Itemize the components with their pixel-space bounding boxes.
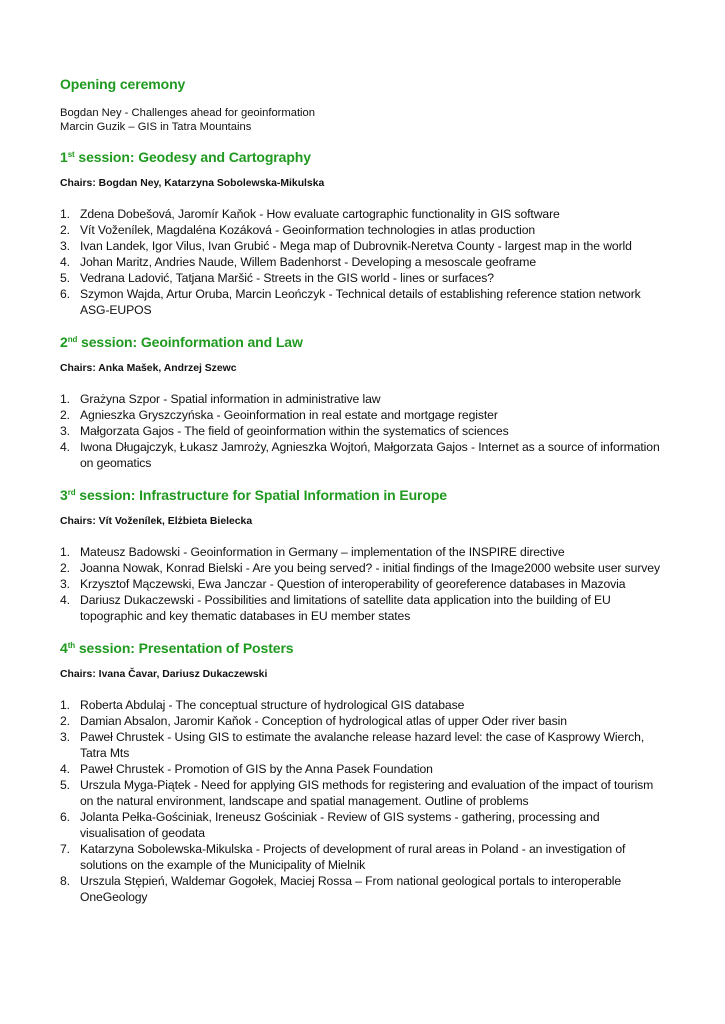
- talk-item: [60, 423, 665, 439]
- talk-item: [60, 254, 665, 270]
- talk-item: [60, 238, 665, 254]
- session-title-text: session: Infrastructure for Spatial Information in Europe: [75, 487, 447, 503]
- talk-item: [60, 777, 665, 809]
- talk-item: [60, 270, 665, 286]
- talk-text: Paweł Chrustek - Promotion of GIS by the Anna Pasek Foundation: [80, 762, 433, 776]
- session-chairs: Chairs: Bogdan Ney, Katarzyna Sobolewska-Mikulska: [60, 178, 325, 189]
- opening-line: Bogdan Ney - Challenges ahead for geoinformation: [60, 107, 315, 119]
- talk-text: Jolanta Pełka-Gościniak, Ireneusz Gościniak - Review of GIS systems - gathering, processing and visualisation of geodata: [80, 810, 600, 840]
- talk-item: [60, 439, 665, 471]
- talk-item: [60, 576, 665, 592]
- talk-item: [60, 286, 665, 318]
- session-ordinal-suffix: th: [67, 641, 76, 650]
- talk-list: [60, 544, 665, 624]
- talk-item: [60, 713, 665, 729]
- talk-number: 2.: [60, 714, 70, 728]
- talk-number: 3.: [60, 577, 70, 591]
- session-title: [60, 149, 665, 165]
- session-ordinal-suffix: rd: [67, 488, 76, 497]
- talk-item: [60, 391, 665, 407]
- talk-text: Urszula Stępień, Waldemar Gogołek, Maciej Rossa – From national geological portals to interoperable OneGeology: [80, 874, 622, 904]
- talk-number: 4.: [60, 255, 70, 269]
- session-number: 4: [60, 640, 68, 656]
- opening-line: Marcin Guzik – GIS in Tatra Mountains: [60, 121, 252, 133]
- talk-text: Szymon Wajda, Artur Oruba, Marcin Leończyk - Technical details of establishing reference station network ASG-EUPOS: [80, 287, 641, 317]
- talk-text: Johan Maritz, Andries Naude, Willem Badenhorst - Developing a mesoscale geoframe: [80, 255, 537, 269]
- sessions-container: [60, 149, 665, 905]
- talk-number: 3.: [60, 239, 70, 253]
- talk-text: Vedrana Ladović, Tatjana Maršić - Streets in the GIS world - lines or surfaces?: [80, 271, 494, 285]
- talk-item: [60, 222, 665, 238]
- talk-text: Katarzyna Sobolewska-Mikulska - Projects of development of rural areas in Poland - an investigation of solutions on the example of the Municipality of Mielnik: [80, 842, 626, 872]
- talk-number: 6.: [60, 810, 70, 824]
- talk-number: 1.: [60, 698, 70, 712]
- talk-text: Paweł Chrustek - Using GIS to estimate the avalanche release hazard level: the case of Kasprowy Wierch, Tatra Mts: [80, 730, 645, 760]
- session-title-text: session: Geoinformation and Law: [77, 334, 303, 350]
- talk-item: [60, 809, 665, 841]
- session-section: [60, 149, 665, 318]
- talk-text: Urszula Myga-Piątek - Need for applying GIS methods for registering and evaluation of the impact of tourism on the natural environment, landscape and spatial management. Outline of problems: [80, 778, 654, 808]
- session-title: [60, 334, 665, 350]
- session-title: [60, 487, 665, 503]
- session-number: 3: [60, 487, 68, 503]
- talk-number: 2.: [60, 561, 70, 575]
- session-chairs: Chairs: Vít Voženílek, Elżbieta Bielecka: [60, 516, 253, 527]
- talk-number: 4.: [60, 762, 70, 776]
- talk-number: 6.: [60, 287, 70, 301]
- talk-item: [60, 873, 665, 905]
- talk-item: [60, 206, 665, 222]
- talk-number: 5.: [60, 271, 70, 285]
- talk-number: 1.: [60, 392, 70, 406]
- talk-item: [60, 544, 665, 560]
- talk-text: Ivan Landek, Igor Vilus, Ivan Grubić - Mega map of Dubrovnik-Neretva County - largest map in the world: [80, 239, 632, 253]
- talk-text: Iwona Długajczyk, Łukasz Jamroży, Agnieszka Wojtoń, Małgorzata Gajos - Internet as a source of information on geomatics: [80, 440, 660, 470]
- talk-text: Vít Voženílek, Magdaléna Kozáková - Geoinformation technologies in atlas production: [80, 223, 536, 237]
- talk-text: Roberta Abdulaj - The conceptual structure of hydrological GIS database: [80, 698, 465, 712]
- talk-item: [60, 761, 665, 777]
- talk-text: Mateusz Badowski - Geoinformation in Germany – implementation of the INSPIRE directive: [80, 545, 565, 559]
- talk-number: 2.: [60, 408, 70, 422]
- opening-lines: [60, 106, 665, 134]
- session-title-text: session: Presentation of Posters: [75, 640, 294, 656]
- talk-number: 7.: [60, 842, 70, 856]
- talk-list: [60, 697, 665, 905]
- talk-text: Agnieszka Gryszczyńska - Geoinformation in real estate and mortgage register: [80, 408, 498, 422]
- talk-text: Dariusz Dukaczewski - Possibilities and limitations of satellite data application into the building of EU topographic and key thematic databases in EU member states: [80, 593, 611, 623]
- talk-number: 3.: [60, 730, 70, 744]
- session-number: 2: [60, 334, 68, 350]
- talk-text: Zdena Dobešová, Jaromír Kaňok - How evaluate cartographic functionality in GIS software: [80, 207, 560, 221]
- session-number: 1: [60, 149, 68, 165]
- talk-number: 4.: [60, 440, 70, 454]
- talk-text: Krzysztof Mączewski, Ewa Janczar - Question of interoperability of georeference databases in Mazovia: [80, 577, 626, 591]
- talk-item: [60, 841, 665, 873]
- session-chairs: Chairs: Ivana Čavar, Dariusz Dukaczewski: [60, 669, 268, 680]
- talk-number: 1.: [60, 545, 70, 559]
- session-section: [60, 640, 665, 905]
- opening-title: Opening ceremony: [60, 76, 186, 92]
- opening-section: [60, 76, 665, 134]
- session-section: [60, 487, 665, 624]
- session-ordinal-suffix: st: [67, 150, 75, 159]
- talk-item: [60, 729, 665, 761]
- talk-item: [60, 407, 665, 423]
- talk-item: [60, 560, 665, 576]
- talk-item: [60, 592, 665, 624]
- session-section: [60, 334, 665, 471]
- talk-item: [60, 697, 665, 713]
- talk-text: Damian Absalon, Jaromir Kaňok - Conception of hydrological atlas of upper Oder river basin: [80, 714, 567, 728]
- session-title: [60, 640, 665, 656]
- session-ordinal-suffix: nd: [67, 335, 78, 344]
- talk-number: 4.: [60, 593, 70, 607]
- talk-list: [60, 391, 665, 471]
- talk-number: 5.: [60, 778, 70, 792]
- talk-text: Grażyna Szpor - Spatial information in administrative law: [80, 392, 381, 406]
- talk-text: Małgorzata Gajos - The field of geoinformation within the systematics of sciences: [80, 424, 509, 438]
- session-chairs: Chairs: Anka Mašek, Andrzej Szewc: [60, 363, 237, 374]
- session-title-text: session: Geodesy and Cartography: [74, 149, 311, 165]
- talk-number: 2.: [60, 223, 70, 237]
- talk-number: 3.: [60, 424, 70, 438]
- talk-number: 8.: [60, 874, 70, 888]
- talk-list: [60, 206, 665, 318]
- talk-number: 1.: [60, 207, 70, 221]
- talk-text: Joanna Nowak, Konrad Bielski - Are you being served? - initial findings of the Image2000 website user survey: [80, 561, 660, 575]
